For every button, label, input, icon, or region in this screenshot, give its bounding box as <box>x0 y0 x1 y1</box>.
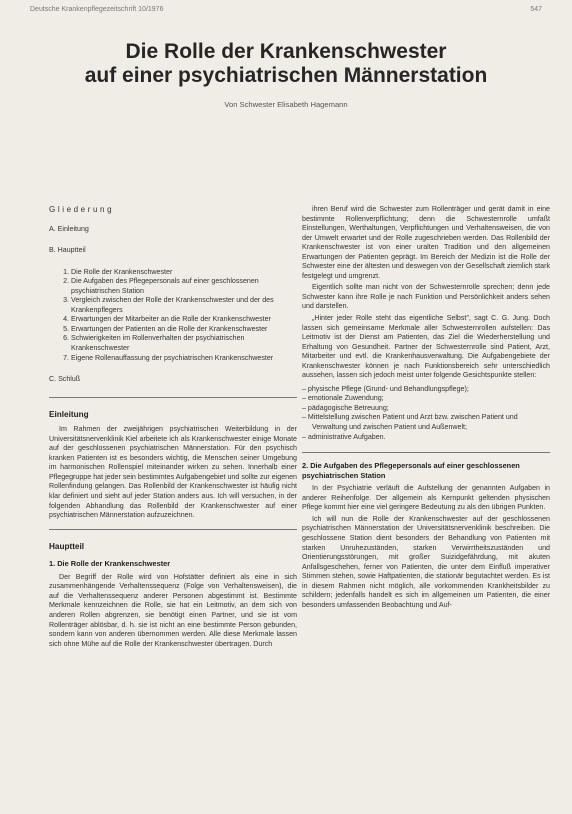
paragraph: ihren Beruf wird die Schwester zum Rollenträger und gerät damit in eine bestimmte Rollenverpflichtung; denn die Schwesternrolle umfaßt Einstellungen, Werthaltungen, Verpflichtungen und Verhaltensweisen, die von der Umwelt erwartet und der Rolle zugeschrieben werden. Das Rollenbild der Krankenschwester ist von einer uralten Tradition und den allgemeinen Erwartungen der Patienten geprägt. Im Bereich der Medizin ist die Rolle der Schwester eine der ältesten und deswegen von der Gesellschaft ziemlich stark festgelegt und umgrenzt. <box>302 205 550 280</box>
running-header <box>30 6 542 13</box>
einleitung-heading: Einleitung <box>49 409 89 419</box>
hauptteil-heading: Hauptteil <box>49 541 85 551</box>
subsection-1-text: Der Begriff der Rolle wird von Hofstätter definiert als eine in sich zusammenhängende Verhaltenssequenz (Folge von Verhaltensweisen), die auf die Verhaltenssequenz anderer Personen abgestimmt ist. Bestimmte Merkmale kennzeichnen die Rolle, sie hat ein Leitmotiv, an dem sich von anderen Rollen abgrenzen, sie benötigt einen Partner, und sie ist vom Rollenträger ablösbar, d. h. sie ist nicht an eine bestimmte Person gebunden, sondern kann von anderen übernommen werden. Alle diese Merkmale lassen sich ohne Mühe auf die Rolle der Krankenschwester übertragen. Durch <box>49 572 297 648</box>
outline-item: 6. Schwierigkeiten im Rollenverhalten der psychiatrischen Krankenschwester <box>71 334 297 353</box>
paragraph: In der Psychiatrie verläuft die Aufstellung der genannten Aufgaben in anderer Reihenfolge. Der allgemein als Kernpunkt geltenden physischen Pflege kommt hier eine viel geringere Bedeutung zu als den übrigen Punkten. <box>302 484 550 512</box>
title-line-2: auf einer psychiatrischen Männerstation <box>84 64 488 87</box>
section-rule <box>49 529 297 530</box>
outline-heading: Gliederung <box>49 205 115 214</box>
list-item: – administrative Aufgaben. <box>302 432 386 441</box>
list-item: – emotionale Zuwendung; <box>302 394 384 403</box>
outline-c: C. Schluß <box>49 375 81 384</box>
subsection-2-heading: 2. Die Aufgaben des Pflegepersonals auf einer geschlossenen psychiatrischen Station <box>302 461 520 480</box>
outline-item: 7. Eigene Rollenauffassung der psychiatrischen Krankenschwester <box>71 354 297 364</box>
paragraph: „Hinter jeder Rolle steht das eigentliche Selbst", sagt C. G. Jung. Doch lassen sich gemeinsame Merkmale aller Schwesternrollen aufstellen: Das Leitmotiv ist der Dienst am Patienten, das Ziel die Wiederherstellung und Erhaltung von Gesundheit. Partner der Schwesternrolle sind Patient, Arzt, Mitarbeiter und evtl. die Krankenhausverwaltung. Die Aufgabengebiete der Krankenschwester können je nach Funktionsbereich sehr unterschiedlich aussehen, lassen sich jedoch meist unter folgende Gesichtspunkte stellen: <box>302 314 550 380</box>
outline-item: 1. Die Rolle der Krankenschwester <box>71 268 297 278</box>
paragraph: Eigentlich sollte man nicht von der Schwesternrolle sprechen; denn jede Schwester kann ihre Rolle je nach Funktion und Persönlichkeit anders sehen und darstellen. <box>302 283 550 311</box>
page-number: 547 <box>530 6 542 13</box>
subsection-1-heading: 1. Die Rolle der Krankenschwester <box>49 559 171 569</box>
title-line-1: Die Rolle der Krankenschwester <box>125 40 447 63</box>
journal-name: Deutsche Krankenpflegezeitschrift 10/1976 <box>30 6 164 13</box>
outline-a: A. Einleitung <box>49 224 89 233</box>
outline-item: 4. Erwartungen der Mitarbeiter an die Rolle der Krankenschwester <box>71 315 297 325</box>
outline-item: 3. Vergleich zwischen der Rolle der Krankenschwester und der des Krankenpflegers <box>71 296 297 315</box>
list-item: – pädagogische Betreuung; <box>302 403 389 412</box>
outline-item: 2. Die Aufgaben des Pflegepersonals auf einer geschlossenen psychiatrischen Station <box>71 277 297 296</box>
article-title <box>0 40 572 88</box>
einleitung-text: Im Rahmen der zweijährigen psychiatrischen Weiterbildung in der Universitätsnervenklinik Kiel arbeitete ich als Krankenschwester einige Monate auf der geschlossenen psychiatrischen Männerstation. Für den psychisch kranken Patienten ist es besonders wichtig, die Menschen seiner Umgebung im harmonischen Rollenspiel miteinander wirken zu sehen. Innerhalb einer Pflegegruppe hat jeder sein bestimmtes Aufgabengebiet und sollte zur eigenen Rollenfindung gelangen. Das Rollenbild der Krankenschwester ist häufig nicht klar definiert und sieht auf jeder Station anders aus. Ich will versuchen, in der folgenden Abhandlung das Rollenbild der Krankenschwester auf einer psychiatrischen Männerstation aufzuzeichnen. <box>49 425 297 520</box>
right-column <box>302 205 550 612</box>
outline-b: B. Hauptteil <box>49 246 86 255</box>
outline-list <box>49 268 297 363</box>
outline-item: 5. Erwartungen der Patienten an die Rolle der Krankenschwester <box>71 325 297 335</box>
list-item: – physische Pflege (Grund- und Behandlungspflege); <box>302 384 469 393</box>
list-item: – Mittelstellung zwischen Patient und Arzt bzw. zwischen Patient und Verwaltung und zwischen Patient und Außenwelt; <box>302 413 518 432</box>
section-rule <box>302 452 550 453</box>
task-list <box>302 385 550 442</box>
left-column <box>49 205 297 651</box>
paragraph: Ich will nun die Rolle der Krankenschwester auf der geschlossenen psychiatrischen Männerstation der Universitätsnervenklinik beschreiben. Die geschlossene Station dient besonders der Behandlung von Patienten mit starken Unruhezuständen, starken Verwirrtheitszuständen und Orientierungsstörungen, mit großer Suizidgefährdung, mit akuten Anfallsgeschehen, ferner von Patienten, die unter dem Einfluß imperativer Stimmen stehen, sowie Haftpatienten, die stationär begutachtet werden. Es ist in diesem Rahmen nicht möglich, alle vorkommenden Krankheitsbilder zu schildern; jedenfalls handelt es sich im allgemeinen um Patienten, die einer besonders umfassenden Beobachtung und Auf- <box>302 514 550 609</box>
author-line: Von Schwester Elisabeth Hagemann <box>224 100 348 109</box>
section-rule <box>49 397 297 398</box>
